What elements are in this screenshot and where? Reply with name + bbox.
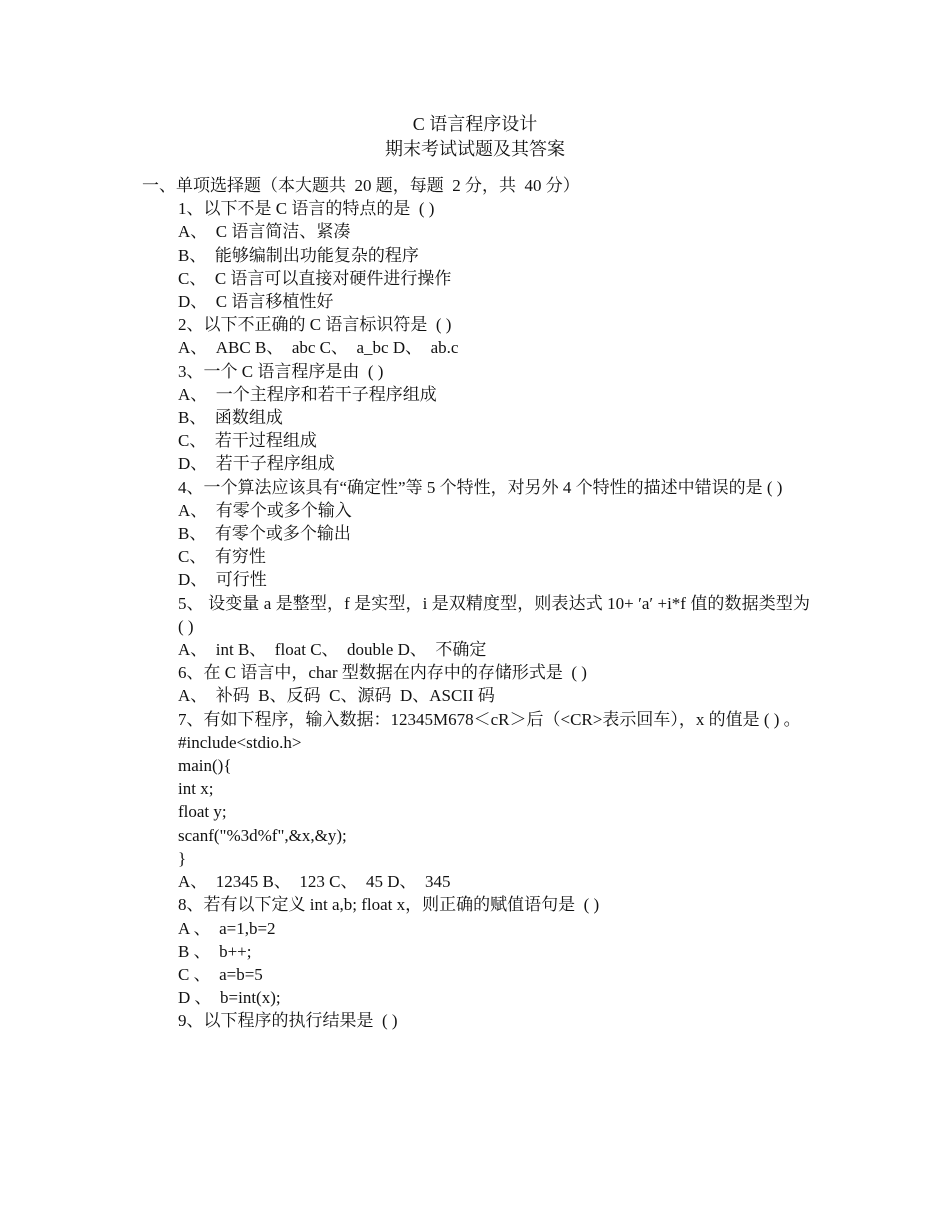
title-line-1: C 语言程序设计 [412,114,538,134]
text-line: D、 可行性 [178,570,267,590]
text-line: 9、以下程序的执行结果是 ( ) [178,1011,398,1031]
title-line-2: 期末考试试题及其答案 [385,139,565,159]
text-line: D、 C 语言移植性好 [178,292,334,312]
text-line: 1、以下不是 C 语言的特点的是 ( ) [178,199,435,219]
text-line: 一、单项选择题（本大题共 20 题，每题 2 分，共 40 分） [142,176,580,195]
document-title [0,112,950,162]
text-line: 8、若有以下定义 int a,b; float x，则正确的赋值语句是 ( ) [178,895,600,915]
document-body [142,174,810,1033]
text-line: B、 有零个或多个输出 [178,524,351,544]
text-line: A 、 a=1,b=2 [178,918,276,938]
text-line: A、 ABC B、 abc C、 a_bc D、 ab.c [178,338,459,358]
text-line: 2、以下不正确的 C 语言标识符是 ( ) [178,315,452,335]
text-line: 6、在 C 语言中，char 型数据在内存中的存储形式是 ( ) [178,663,587,683]
text-line: #include<stdio.h> [178,732,302,752]
text-line: C、 若干过程组成 [178,431,317,451]
text-line: B 、 b++; [178,941,252,961]
text-line: A、 C 语言简洁、紧凑 [178,222,351,242]
text-line: 5、 设变量 a 是整型，f 是实型，i 是双精度型，则表达式 10+ ′a′ +i*f 值的数据类型为 ( ) [178,593,810,636]
text-line: A、 一个主程序和若干子程序组成 [178,384,437,404]
text-line: D 、 b=int(x); [178,988,281,1008]
text-line: B、 能够编制出功能复杂的程序 [178,245,419,265]
text-line: A、 12345 B、 123 C、 45 D、 345 [178,872,451,892]
text-line: A、 有零个或多个输入 [178,500,352,520]
text-line: A、 int B、 float C、 double D、 不确定 [178,640,487,660]
text-line: 4、一个算法应该具有“确定性”等 5 个特性，对另外 4 个特性的描述中错误的是 ( ) [178,477,783,497]
text-line: B、 函数组成 [178,408,283,428]
text-line: 7、有如下程序，输入数据：12345M678＜cR＞后（<CR>表示回车），x 的值是 ( ) 。 [178,709,801,729]
text-line: } [178,848,187,868]
text-line: float y; [178,802,227,822]
text-line: C、 C 语言可以直接对硬件进行操作 [178,268,452,288]
text-line: A、 补码 B、反码 C、源码 D、ASCII 码 [178,686,495,706]
text-line: D、 若干子程序组成 [178,454,335,474]
text-line: C 、 a=b=5 [178,964,263,984]
text-line: main(){ [178,756,232,776]
text-line: scanf("%3d%f",&x,&y); [178,825,347,845]
text-line: C、 有穷性 [178,547,266,567]
text-line: int x; [178,779,214,799]
text-line: 3、一个 C 语言程序是由 ( ) [178,361,384,381]
